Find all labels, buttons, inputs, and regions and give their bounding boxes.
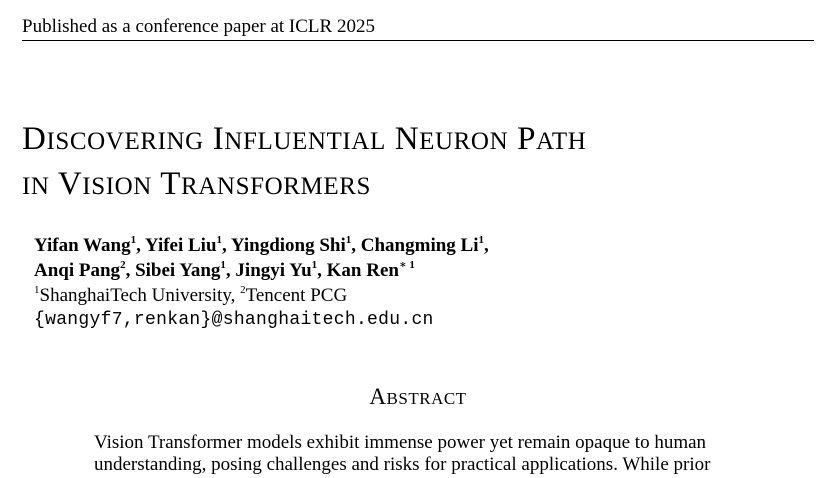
author-name: Sibei Yang xyxy=(135,260,221,281)
title-line-1 xyxy=(22,118,586,163)
abstract-heading: ABSTRACT xyxy=(369,384,467,409)
title-word: VISION xyxy=(57,166,152,202)
author-name: Yifei Liu xyxy=(144,235,217,256)
author-name: Anqi Pang xyxy=(34,260,121,281)
contact-email[interactable]: {wangyf7,renkan}@shanghaitech.edu.cn xyxy=(34,310,434,330)
title-word: DISCOVERING xyxy=(22,121,204,157)
author-name: Yifan Wang xyxy=(34,235,131,256)
running-header xyxy=(22,15,814,41)
abstract-text xyxy=(94,432,744,476)
author-block xyxy=(34,233,489,333)
author-line-2: Anqi Pang$^2$, Sibei Yang$^1$, Jingyi Yu$^1$, Kan Ren$^{∗ 1}$ xyxy=(34,258,415,281)
title-word: TRANSFORMERS xyxy=(160,166,371,202)
author-line-1: Yifan Wang$^1$, Yifei Liu$^1$, Yingdiong Shi$^1$, Changming Li$^1$, xyxy=(34,233,489,256)
title-word: IN xyxy=(22,173,50,200)
author-name: Kan Ren xyxy=(326,260,399,281)
abstract-line: Vision Transformer models exhibit immense power yet remain opaque to human xyxy=(94,432,707,453)
title-word: INFLUENTIAL xyxy=(212,121,386,157)
affiliations: $^1$ShanghaiTech University, $^2$Tencent PCG xyxy=(34,283,348,306)
title-line-2 xyxy=(22,163,586,208)
header-text: Published as a conference paper at ICLR 2025 xyxy=(22,16,375,37)
abstract-line: understanding, posing challenges and risks for practical applications. While prior xyxy=(94,454,711,475)
title-word: PATH xyxy=(517,121,587,157)
paper-title xyxy=(22,118,586,208)
title-word: NEURON xyxy=(394,121,509,157)
author-name: Yingdiong Shi xyxy=(230,235,346,256)
author-name: Changming Li xyxy=(360,235,479,256)
author-name: Jingyi Yu xyxy=(235,260,312,281)
